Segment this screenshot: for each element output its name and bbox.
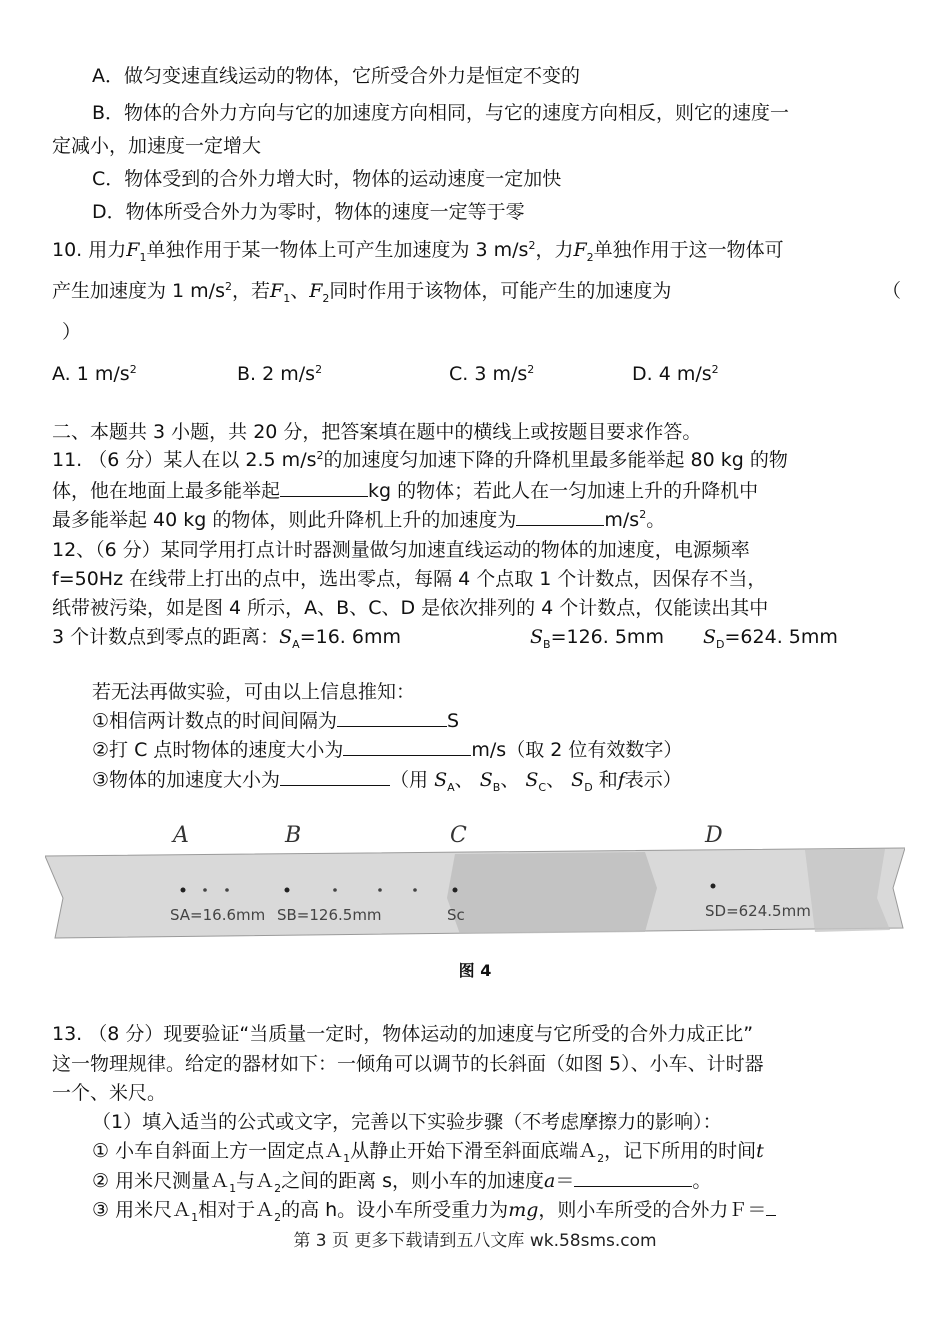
tape-stain — [805, 849, 890, 932]
q13-step3: ③ 用米尺Ａ$_1$相对于Ａ$_2$的高 h。设小车所受重力为mg，则小车所受的合外力Ｆ＝ — [92, 1197, 776, 1230]
answer-blank[interactable] — [516, 507, 604, 526]
q10-paren-close: ） — [62, 321, 82, 343]
q9-option-b-line1: B．物体的合外力方向与它的加速度方向相同，与它的速度方向相反，则它的速度一 — [92, 102, 790, 124]
f1-sub: 1 — [139, 250, 147, 264]
q10-option-b: B. 2 $m/s^2$ — [237, 363, 323, 385]
tape-dot — [453, 888, 458, 893]
q12-sb: $S_B=126$. 5mm — [530, 626, 664, 651]
q10-number: 10. 用力 — [52, 239, 127, 261]
q10-paren-open: （ — [882, 280, 902, 302]
sa-symbol: S — [279, 626, 293, 648]
q12-item1: ①相信两计数点的时间间隔为 S — [92, 710, 460, 732]
q11-line1: 11. （6 分）某人在以 2.5 $m/s^2$的加速度匀加速下降的升降机里最多能举起 80 kg 的物 — [52, 449, 788, 471]
q10-line2 — [52, 279, 671, 311]
q12-item3: ③物体的加速度大小为 （用 $S_A$、 $S_B$、 $S_C$、 $S_D$ 和f表示） — [92, 769, 682, 794]
tape-label-b: B — [285, 823, 302, 848]
q12-intro: 若无法再做实验，可由以上信息推知： — [92, 681, 416, 703]
q12-item2: ②打 C 点时物体的速度大小为 m/s（取 2 位有效数字） — [92, 739, 683, 761]
q10-option-d: D. 4 $m/s^2$ — [632, 363, 719, 385]
tape-text-d: SD=624.5mm — [705, 902, 811, 920]
tape-text-c: Sc — [447, 906, 465, 924]
tape-text-a: SA=16.6mm — [170, 906, 266, 924]
q9-option-d: D．物体所受合外力为零时，物体的速度一定等于零 — [92, 201, 525, 223]
q13-step1: ① 小车自斜面上方一固定点Ａ$_1$从静止开始下滑至斜面底端Ａ$_2$，记下所用的时间t — [92, 1140, 764, 1165]
tape-label-a: A — [173, 823, 189, 848]
f1-sub: 1 — [283, 291, 291, 305]
q10-line2a: 产生加速度为 1 m/s — [52, 280, 225, 302]
tape-dot — [181, 888, 186, 893]
q12-sd: $S_D=624$. 5mm — [703, 626, 838, 651]
q10-line2b: ，若 — [231, 280, 270, 302]
answer-blank[interactable] — [766, 1197, 776, 1216]
q9-option-a: A．做匀变速直线运动的物体，它所受合外力是恒定不变的 — [92, 65, 580, 87]
tape-label-d: D — [705, 823, 723, 848]
q12-line4: 3 个计数点到零点的距离：$S_A=16$. 6mm — [52, 626, 401, 651]
f2-sub: 2 — [586, 250, 594, 264]
answer-blank[interactable] — [337, 708, 447, 727]
q10-text2: ，力 — [535, 239, 574, 261]
f1-symbol: F — [126, 239, 140, 261]
q11-line3: 最多能举起 40 kg 的物体，则此升降机上升的加速度为 $m/s^2$。 — [52, 508, 666, 531]
q10-line1 — [52, 238, 784, 270]
q10-option-a: A. 1 $m/s^2$ — [52, 363, 137, 385]
tape-dot — [378, 888, 382, 892]
q12-line2: f=50Hz 在线带上打出的点中，选出零点，每隔 4 个点取 1 个计数点，因保存不当， — [52, 568, 767, 590]
q10-text1: 单独作用于某一物体上可产生加速度为 3 m/s — [146, 239, 529, 261]
tape-label-c: C — [450, 823, 467, 848]
section2-heading: 二、本题共 3 小题，共 20 分，把答案填在题中的横线上或按题目要求作答。 — [52, 421, 702, 443]
f1-symbol: F — [270, 280, 284, 302]
page-footer: 第 3 页 更多下载请到五八文库 wk.58sms.com — [293, 1231, 657, 1251]
tape-dot — [413, 888, 417, 892]
tape-dot — [711, 884, 716, 889]
q9-option-c: C．物体受到的合外力增大时，物体的运动速度一定加快 — [92, 168, 562, 190]
tape-dot — [225, 888, 229, 892]
q13-line3: 一个、米尺。 — [52, 1082, 167, 1104]
q13-line1: 13. （8 分）现要验证“当质量一定时，物体运动的加速度与它所受的合外力成正比” — [52, 1023, 754, 1045]
q11-line2: 体，他在地面上最多能举起 kg 的物体；若此人在一匀加速上升的升降机中 — [52, 480, 759, 502]
f2-symbol: F — [573, 239, 587, 261]
tape-dot — [333, 888, 337, 892]
q10-option-c: C. 3 $m/s^2$ — [449, 363, 535, 385]
answer-blank[interactable] — [343, 737, 471, 756]
exp-2: 2 — [528, 239, 536, 252]
exp-2: 2 — [224, 280, 232, 293]
tape-text-b: SB=126.5mm — [277, 906, 382, 924]
q13-line2: 这一物理规律。给定的器材如下：一倾角可以调节的长斜面（如图 5）、小车、计时器 — [52, 1053, 764, 1075]
answer-blank[interactable] — [280, 478, 368, 497]
q13-part1: （1）填入适当的公式或文字，完善以下实验步骤（不考虑摩擦力的影响）： — [92, 1111, 722, 1133]
tape-dot — [285, 888, 290, 893]
f2-symbol: F — [309, 280, 323, 302]
q12-line3: 纸带被污染，如是图 4 所示，A、B、C、D 是依次排列的 4 个计数点，仅能读出其中 — [52, 597, 769, 619]
q12-line1: 12、（6 分）某同学用打点计时器测量做匀加速直线运动的物体的加速度，电源频率 — [52, 539, 750, 561]
figure-caption: 图 4 — [458, 961, 492, 980]
q10-line2d: 同时作用于该物体，可能产生的加速度为 — [329, 280, 672, 302]
tape-stain — [447, 852, 657, 934]
q10-text3: 单独作用于这一物体可 — [593, 239, 784, 261]
paper-tape-figure — [45, 808, 905, 968]
q10-line2c: 、 — [290, 280, 310, 302]
q9-option-b-line2: 定减小，加速度一定增大 — [52, 135, 262, 157]
tape-dot — [203, 888, 207, 892]
q13-step2: ② 用米尺测量Ａ$_1$与Ａ$_2$之间的距离 s，则小车的加速度a＝ 。 — [92, 1170, 712, 1195]
answer-blank[interactable] — [280, 767, 390, 786]
f2-sub: 2 — [322, 291, 330, 305]
answer-blank[interactable] — [574, 1168, 692, 1187]
